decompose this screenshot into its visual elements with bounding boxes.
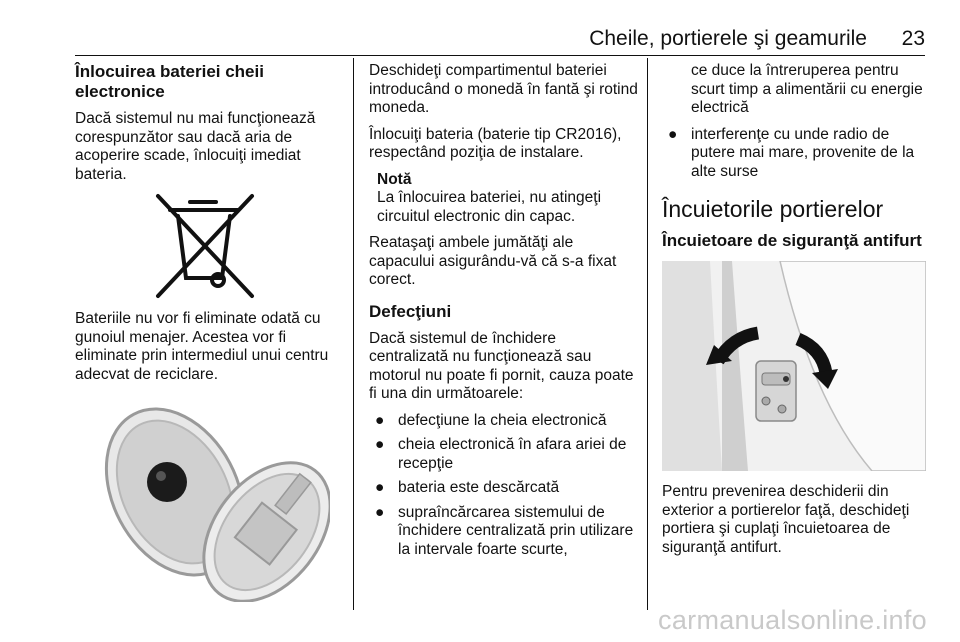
list-item: ● defecţiune la cheia electronică <box>375 411 607 429</box>
paragraph: Reataşaţi ambele jumătăţi ale capacului asigurându-vă că s-a fixat corect. <box>369 234 617 288</box>
section-heading-battery: Înlocuirea bateriei cheii electronice <box>75 62 264 101</box>
door-child-lock-image <box>662 261 926 471</box>
note-text: La înlocuirea bateriei, nu atingeţi circuitul electronic din capac. <box>377 189 602 225</box>
bullet-icon: ● <box>375 479 385 496</box>
column-divider-1 <box>353 58 354 610</box>
crossed-out-bin-icon <box>150 192 260 302</box>
paragraph: Pentru prevenirea deschiderii din exterior a portierelor faţă, deschideţi portiera şi cuplaţi încuietoarea de siguranţă antifurt. <box>662 483 910 556</box>
page-header <box>75 26 925 52</box>
list-item: ● bateria este descărcată <box>375 479 560 496</box>
column-divider-2 <box>647 58 648 610</box>
bullet-icon: ● <box>668 125 678 143</box>
column-3 <box>662 62 928 565</box>
list-item: ● interferenţe cu unde radio de putere mai mare, provenite de la alte surse <box>668 125 915 180</box>
subsection-heading-child-lock: Încuietoare de siguranţă antifurt <box>662 231 922 250</box>
bullet-icon: ● <box>375 411 385 429</box>
fault-list <box>369 412 639 560</box>
column-1 <box>75 62 343 602</box>
paragraph: Bateriile nu vor fi eliminate odată cu gunoiul menajer. Acestea vor fi eliminate prin intermediul unui centru adecvat de reciclare. <box>75 310 329 383</box>
page-header-title: Cheile, portierele şi geamurile <box>589 27 867 50</box>
list-item-continuation: ce duce la întreruperea pentru scurt timp a alimentării cu energie electrică <box>691 62 923 116</box>
column-2 <box>369 62 639 565</box>
paragraph: Dacă sistemul nu mai funcţionează corespunzător sau dacă aria de acoperire scade, înlocuiţi imediat bateria. <box>75 110 316 183</box>
key-fob-open-image <box>95 402 330 602</box>
section-heading-faults: Defecţiuni <box>369 301 452 321</box>
bullet-icon: ● <box>375 436 385 453</box>
list-item: ● cheia electronică în afara ariei de recepţie <box>375 436 627 472</box>
paragraph: Dacă sistemul de închidere centralizată nu funcţionează sau motorul nu poate fi pornit, cauza poate fi una din următoarele: <box>369 329 634 402</box>
note-box <box>369 171 639 227</box>
watermark: carmanualsonline.info <box>658 605 927 635</box>
page-number: 23 <box>901 27 925 50</box>
fault-list-continued <box>662 126 928 182</box>
list-item: ● supraîncărcarea sistemului de închidere centralizată prin utilizare la intervale foarte scurte, <box>375 503 634 558</box>
paragraph: Înlocuiţi bateria (baterie tip CR2016), respectând poziţia de instalare. <box>369 125 622 161</box>
header-rule <box>75 55 925 56</box>
paragraph: Deschideţi compartimentul bateriei introducând o monedă în fantă şi rotind moneda. <box>369 62 638 116</box>
bullet-icon: ● <box>375 503 385 521</box>
section-heading-door-locks: Încuietorile portierelor <box>662 196 884 222</box>
note-title: Notă <box>377 170 412 188</box>
